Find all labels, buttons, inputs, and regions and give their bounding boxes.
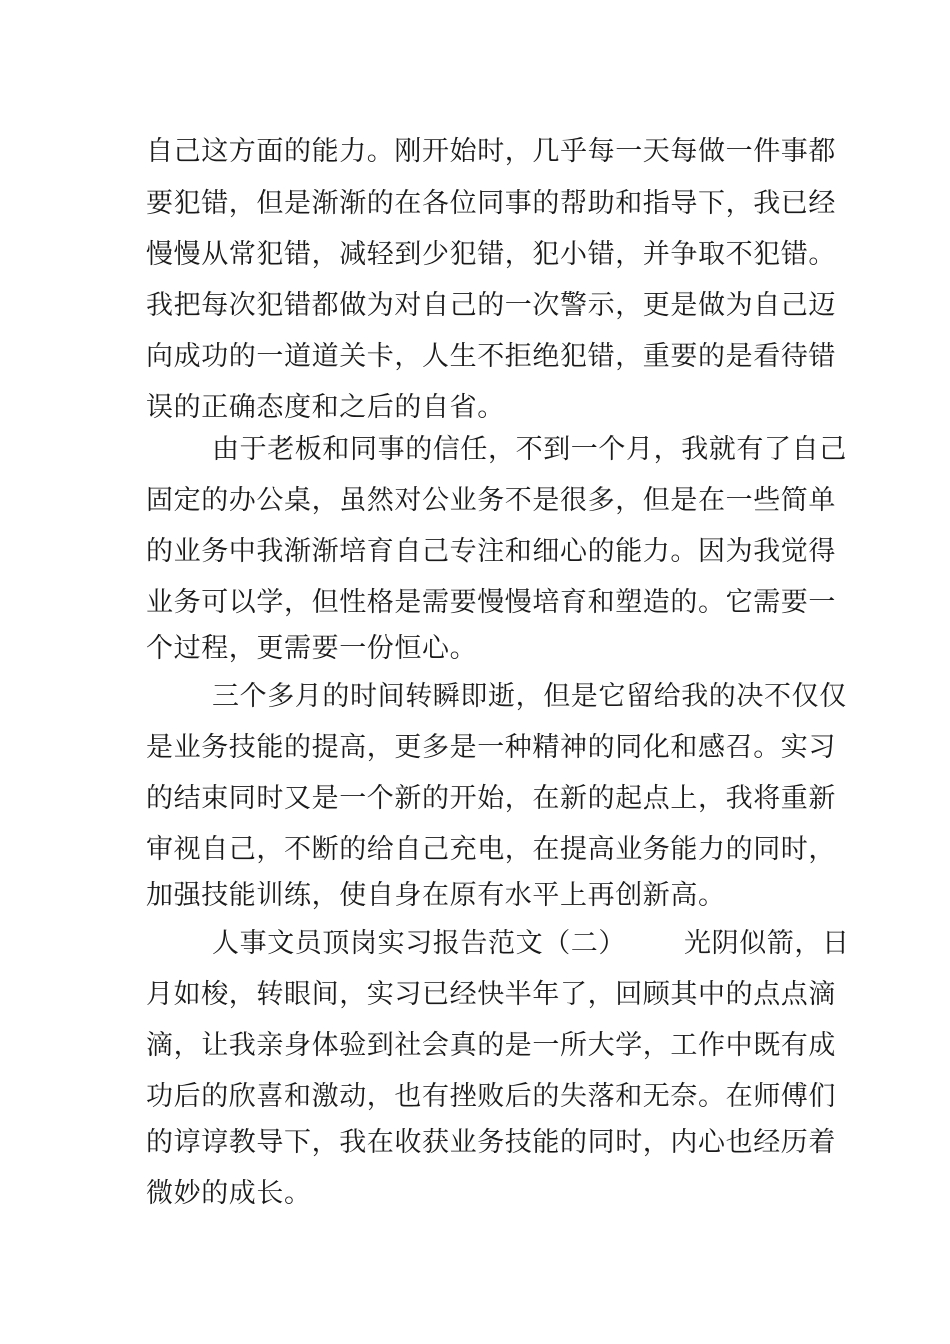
paragraph-4-line-1 [212,927,850,961]
paragraph-2-line-2: 固定的办公桌，虽然对公业务不是很多，但是在一些简单 [146,485,836,516]
paragraph-3-line-1: 三个多月的时间转瞬即逝，但是它留给我的决不仅仅 [212,681,847,712]
paragraph-4-lead: 光阴似箭，日 [684,928,850,959]
paragraph-4-line-3: 滴，让我亲身体验到社会真的是一所大学，工作中既有成 [146,1030,836,1061]
paragraph-3-line-4: 审视自己，不断的给自己充电，在提高业务能力的同时， [146,834,836,865]
paragraph-2-line-3: 的业务中我渐渐培育自己专注和细心的能力。因为我觉得 [146,536,836,567]
paragraph-3-line-3: 的结束同时又是一个新的开始，在新的起点上，我将重新 [146,783,836,814]
paragraph-4-line-6: 微妙的成长。 [146,1178,312,1209]
paragraph-2-line-5: 个过程，更需要一份恒心。 [146,633,478,664]
paragraph-1-line-6: 误的正确态度和之后的自省。 [146,392,505,423]
paragraph-1-line-3: 慢慢从常犯错，减轻到少犯错，犯小错，并争取不犯错。 [146,239,836,270]
paragraph-1-line-5: 向成功的一道道关卡，人生不拒绝犯错，重要的是看待错 [146,341,836,372]
section-heading: 人事文员顶岗实习报告范文（二） [212,928,626,959]
paragraph-2-line-4: 业务可以学，但性格是需要慢慢培育和塑造的。它需要一 [146,587,836,618]
paragraph-4-line-2: 月如梭，转眼间，实习已经快半年了，回顾其中的点点滴 [146,979,836,1010]
paragraph-3-line-2: 是业务技能的提高，更多是一种精神的同化和感召。实习 [146,732,836,763]
paragraph-4-line-4: 功后的欣喜和激动，也有挫败后的失落和无奈。在师傅们 [146,1081,836,1112]
paragraph-1-line-4: 我把每次犯错都做为对自己的一次警示，更是做为自己迈 [146,290,836,321]
paragraph-2-line-1: 由于老板和同事的信任，不到一个月，我就有了自己 [212,434,847,465]
paragraph-3-line-5: 加强技能训练，使自身在原有水平上再创新高。 [146,880,726,911]
paragraph-4-line-5: 的谆谆教导下，我在收获业务技能的同时，内心也经历着 [146,1127,836,1158]
paragraph-1-line-2: 要犯错，但是渐渐的在各位同事的帮助和指导下，我已经 [146,188,836,219]
paragraph-1-line-1: 自己这方面的能力。刚开始时，几乎每一天每做一件事都 [146,136,836,167]
